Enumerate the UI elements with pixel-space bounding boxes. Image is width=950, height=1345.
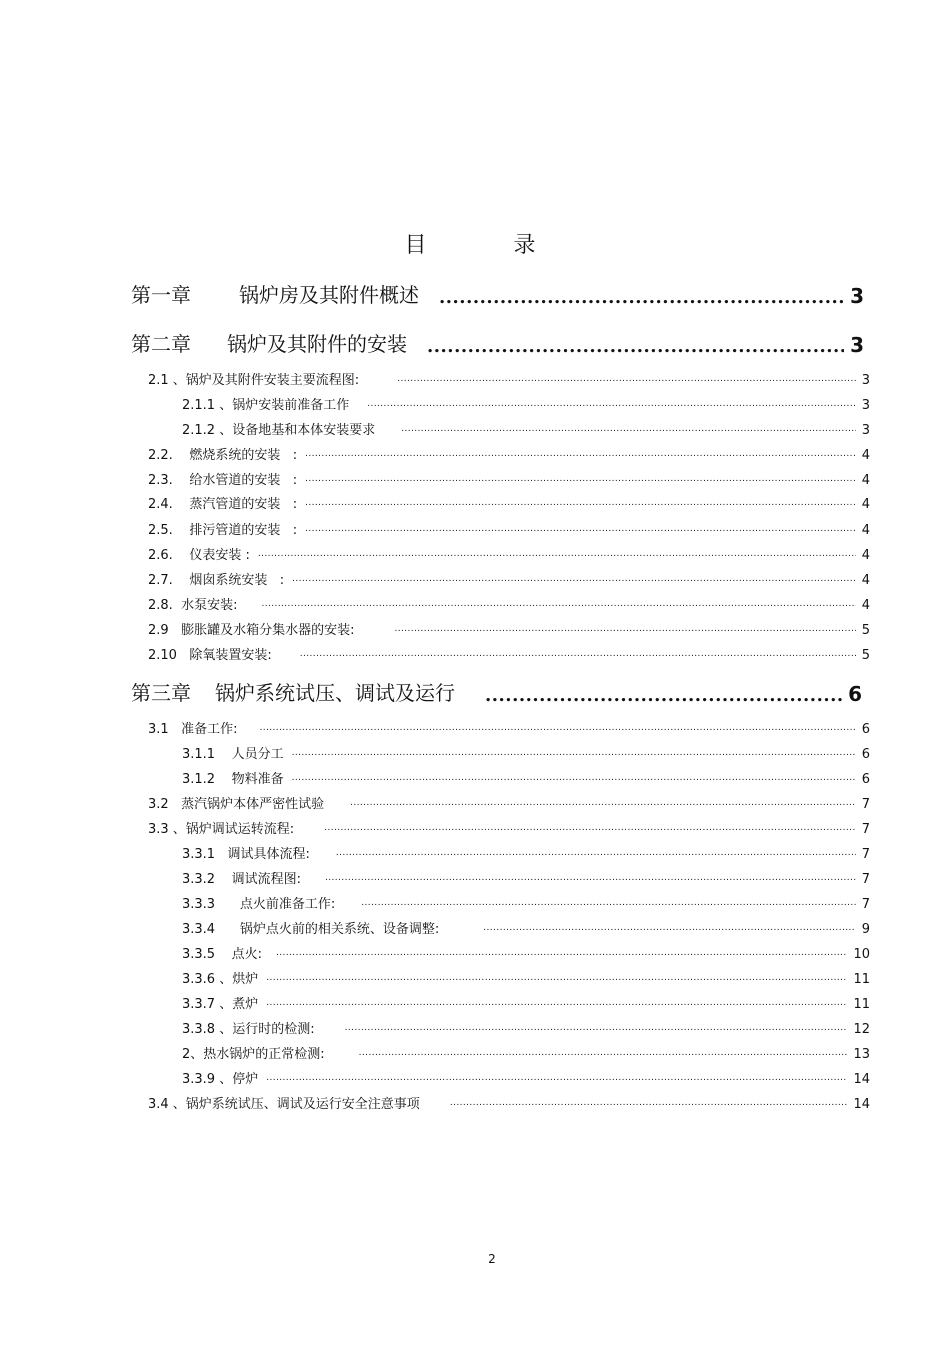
dot-leader — [439, 287, 844, 308]
dot-leader — [305, 494, 856, 512]
toc-entry: 2.1.1 、锅炉安装前准备工作 ..... 3 — [182, 393, 870, 413]
chapter-title: 锅炉及其附件的安装 — [227, 332, 407, 356]
toc-entry: 3.4 、锅炉系统试压、调试及运行安全注意事项 ..... 14 — [148, 1092, 870, 1112]
dot-leader — [367, 395, 856, 413]
chapter-number: 第二章 — [131, 332, 191, 356]
chapter-title: 锅炉房及其附件概述 — [239, 283, 419, 307]
dot-leader — [401, 420, 856, 438]
dot-leader — [266, 994, 847, 1012]
toc-entry: 3.3.1 调试具体流程: ..... 7 — [182, 842, 870, 862]
toc-entry: 3.1 准备工作: ..... 6 — [148, 717, 870, 737]
toc-entry: 3.3.7 、煮炉 ..... 11 — [182, 992, 870, 1012]
toc-entry: 2.8. 水泵安装: ..... 4 — [148, 593, 870, 613]
toc-chapter-2 — [131, 327, 864, 357]
dot-leader — [292, 570, 856, 588]
chapter-title: 锅炉系统试压、调试及运行 — [215, 681, 455, 705]
dot-leader — [261, 595, 855, 613]
toc-entry: 3.1.1 人员分工 ..... 6 — [182, 742, 870, 762]
page-ref: 3 — [850, 284, 864, 308]
toc-entry: 3.2 蒸汽锅炉本体严密性试验 ..... 7 — [148, 792, 870, 812]
page-title: 目 录 — [404, 233, 576, 258]
chapter-number: 第一章 — [131, 283, 191, 307]
dot-leader — [266, 1069, 847, 1087]
chapter-number: 第三章 — [131, 681, 191, 705]
toc-entry: 2.10 除氧装置安装: ..... 5 — [148, 643, 870, 663]
toc-chapter-1 — [131, 278, 864, 308]
page-ref: 6 — [848, 682, 862, 706]
dot-leader — [483, 919, 855, 937]
dot-leader — [259, 719, 855, 737]
dot-leader — [276, 944, 847, 962]
toc-entry: 2.6. 仪表安装 : ..... 4 — [148, 543, 870, 563]
dot-leader — [359, 1044, 848, 1062]
toc-entry: 3.3.5 点火: ..... 10 — [182, 942, 870, 962]
dot-leader — [325, 869, 856, 887]
toc-entry: 3.3.9 、停炉 ..... 14 — [182, 1067, 870, 1087]
dot-leader — [397, 370, 856, 388]
toc-entry: 2.5. 排污管道的安装 : ..... 4 — [148, 518, 870, 538]
page-ref: 3 — [850, 333, 864, 357]
toc-entry: 2.4. 蒸汽管道的安装 : ..... 4 — [148, 492, 870, 512]
toc-entry: 3.3 、锅炉调试运转流程: ..... 7 — [148, 817, 870, 837]
dot-leader — [258, 545, 856, 563]
dot-leader — [361, 894, 855, 912]
dot-leader — [450, 1094, 848, 1112]
toc-entry: 3.3.4 锅炉点火前的相关系统、设备调整: ..... 9 — [182, 917, 870, 937]
dot-leader — [345, 1019, 848, 1037]
dot-leader — [305, 470, 856, 488]
dot-leader — [485, 685, 842, 706]
toc-entry: 3.3.8 、运行时的检测: ..... 12 — [182, 1017, 870, 1037]
toc-entry: 3.3.3 点火前准备工作: ..... 7 — [182, 892, 870, 912]
dot-leader — [394, 620, 855, 638]
dot-leader — [305, 520, 856, 538]
dot-leader — [300, 645, 856, 663]
toc-entry: 3.1.2 物料准备 ..... 6 — [182, 767, 870, 787]
toc-entry: 2.1 、锅炉及其附件安装主要流程图: ..... 3 — [148, 368, 870, 388]
toc-entry: 2.1.2 、设备地基和本体安装要求 ..... 3 — [182, 418, 870, 438]
dot-leader — [350, 794, 856, 812]
dot-leader — [336, 844, 856, 862]
dot-leader — [292, 744, 856, 762]
toc-entry: 2.7. 烟囱系统安装 : ..... 4 — [148, 568, 870, 588]
dot-leader — [427, 336, 844, 357]
dot-leader — [266, 969, 847, 987]
toc-entry: 2.9 膨胀罐及水箱分集水器的安装: ..... 5 — [148, 618, 870, 638]
toc-chapter-3 — [131, 676, 862, 706]
toc-entry: 2.2. 燃烧系统的安装 : ..... 4 — [148, 443, 870, 463]
toc-entry: 2.3. 给水管道的安装 : ..... 4 — [148, 468, 870, 488]
dot-leader — [305, 445, 856, 463]
toc-entry: 2、热水锅炉的正常检测: ..... 13 — [182, 1042, 870, 1062]
toc-entry: 3.3.6 、烘炉 ..... 11 — [182, 967, 870, 987]
toc-entry: 3.3.2 调试流程图: ..... 7 — [182, 867, 870, 887]
dot-leader — [292, 769, 856, 787]
dot-leader — [324, 819, 856, 837]
page-number: 2 — [488, 1252, 496, 1266]
